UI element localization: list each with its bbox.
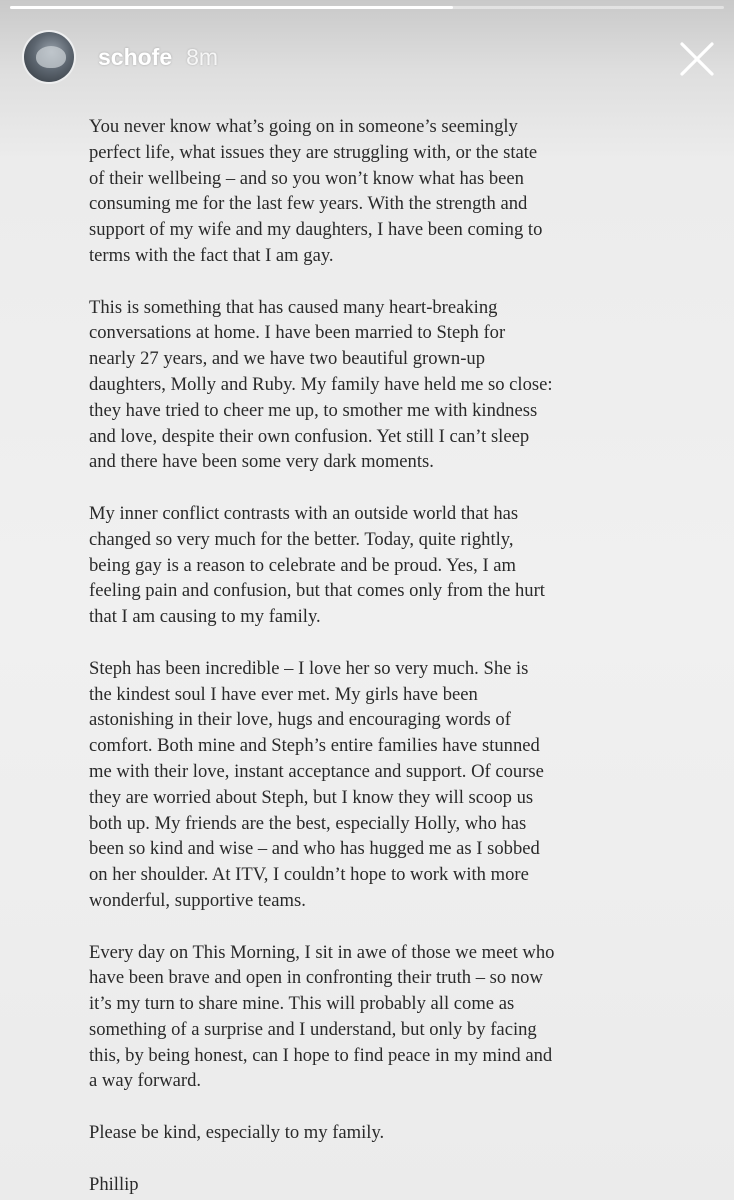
letter-paragraph: Please be kind, especially to my family. (89, 1122, 385, 1144)
story-progress-fill (10, 6, 453, 9)
avatar-photo-icon (36, 46, 66, 68)
story-progress-bar (10, 6, 724, 9)
letter-paragraph: Steph has been incredible – I love her so very much. She is the kindest soul I have ever met. My girls have been astonishing in their love, hugs and encouraging words of comfort. Both mine and Steph’s entire families have stunned me with their love, instant acceptance and support. Of course they are worried about Steph, but I know they will scoop us both up. My friends are the best, especially Holly, who has been so kind and wise – and who has hugged me as I sobbed on her shoulder. At ITV, I couldn’t hope to work with more wonderful, supportive teams. (89, 657, 544, 911)
letter-text (89, 114, 679, 1200)
post-time: 8m (186, 43, 219, 70)
letter-paragraph: You never know what’s going on in someone’s seemingly perfect life, what issues they are struggling with, or the state of their wellbeing – and so you won’t know what has been consuming me for the last few years. With the strength and support of my wife and my daughters, I have been coming to terms with the fact that I am gay. (89, 116, 543, 266)
username[interactable]: schofe (98, 43, 173, 70)
close-button[interactable] (676, 38, 718, 80)
letter-signature: Phillip (89, 1173, 139, 1195)
avatar[interactable] (22, 30, 76, 84)
letter-paragraph: Every day on This Morning, I sit in awe of those we meet who have been brave and open in confronting their truth – so now it’s my turn to share mine. This will probably all come as something of a surprise and I understand, but only by facing this, by being honest, can I hope to find peace in my mind and a way forward. (89, 941, 555, 1092)
story-header (22, 26, 218, 88)
letter-paragraph: This is something that has caused many heart-breaking conversations at home. I have been married to Steph for nearly 27 years, and we have two beautiful grown-up daughters, Molly and Ruby. My family have held me so close: they have tried to cheer me up, to smother me with kindness and love, despite their own confusion. Yet still I can’t sleep and there have been some very dark moments. (89, 296, 553, 473)
letter-paragraph: My inner conflict contrasts with an outside world that has changed so very much for the better. Today, quite rightly, being gay is a reason to celebrate and be proud. Yes, I am feeling pain and confusion, but that comes only from the hurt that I am causing to my family. (89, 502, 545, 628)
close-icon (676, 38, 718, 80)
